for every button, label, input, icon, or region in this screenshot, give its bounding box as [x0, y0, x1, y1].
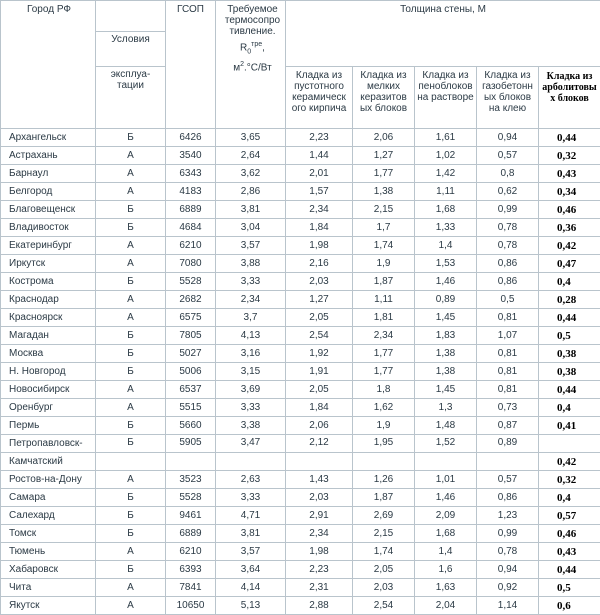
city-cell: Астрахань — [1, 147, 96, 165]
table-row — [1, 183, 600, 201]
arbolite-blocks-cell: 0,6 — [539, 597, 600, 615]
claydite-blocks-cell: 1,87 — [353, 489, 415, 507]
aerated-blocks-cell: 0,86 — [477, 489, 539, 507]
aerated-blocks-cell: 0,78 — [477, 543, 539, 561]
header-conditions: Условия — [96, 32, 166, 67]
aerated-blocks-cell: 0,87 — [477, 417, 539, 435]
city-cell: Ростов-на-Дону — [1, 471, 96, 489]
table-row — [1, 417, 600, 435]
conditions-cell: Б — [96, 525, 166, 543]
claydite-blocks-cell: 1,77 — [353, 165, 415, 183]
hollow-brick-cell: 1,84 — [286, 219, 353, 237]
aerated-blocks-cell: 0,99 — [477, 201, 539, 219]
city-cell: Якутск — [1, 597, 96, 615]
aerated-blocks-cell: 0,86 — [477, 255, 539, 273]
aerated-blocks-cell: 0,62 — [477, 183, 539, 201]
table-row — [1, 165, 600, 183]
resistance-line3: тивление. — [224, 26, 281, 37]
city-cell: Екатеринбург — [1, 237, 96, 255]
foam-blocks-cell: 1,46 — [415, 273, 477, 291]
claydite-blocks-cell: 1,11 — [353, 291, 415, 309]
aerated-blocks-cell: 0,81 — [477, 309, 539, 327]
conditions-cell: Б — [96, 327, 166, 345]
arbolite-blocks-cell: 0,47 — [539, 255, 600, 273]
table-row — [1, 507, 600, 525]
empty-cell — [216, 453, 286, 471]
conditions-cell: А — [96, 183, 166, 201]
aerated-blocks-cell: 0,57 — [477, 147, 539, 165]
city-cell: Благовещенск — [1, 201, 96, 219]
claydite-blocks-cell: 1,38 — [353, 183, 415, 201]
conditions-cell: А — [96, 381, 166, 399]
foam-blocks-cell: 1,02 — [415, 147, 477, 165]
claydite-blocks-cell: 1,77 — [353, 345, 415, 363]
arbolite-blocks-cell: 0,5 — [539, 327, 600, 345]
gsop-cell: 5528 — [166, 489, 216, 507]
aerated-blocks-cell: 0,99 — [477, 525, 539, 543]
foam-blocks-cell: 1,4 — [415, 543, 477, 561]
gsop-cell: 3540 — [166, 147, 216, 165]
hollow-brick-cell: 1,44 — [286, 147, 353, 165]
resistance-cell: 3,04 — [216, 219, 286, 237]
gsop-cell: 2682 — [166, 291, 216, 309]
header-hollow-brick: Кладка из пустотного керамическ ого кирпича — [286, 67, 353, 129]
table-row — [1, 525, 600, 543]
city-cell: Краснодар — [1, 291, 96, 309]
empty-cell — [415, 453, 477, 471]
hollow-brick-cell: 2,34 — [286, 525, 353, 543]
conditions-cell: А — [96, 471, 166, 489]
city-cell: Белгород — [1, 183, 96, 201]
foam-blocks-cell: 2,09 — [415, 507, 477, 525]
city-cell: Хабаровск — [1, 561, 96, 579]
aerated-blocks-cell: 0,73 — [477, 399, 539, 417]
foam-blocks-cell: 1,45 — [415, 309, 477, 327]
gsop-cell: 5027 — [166, 345, 216, 363]
hollow-brick-cell: 2,06 — [286, 417, 353, 435]
table-row — [1, 579, 600, 597]
conditions-cell: Б — [96, 345, 166, 363]
foam-blocks-cell: 1,33 — [415, 219, 477, 237]
city-cell: Чита — [1, 579, 96, 597]
resistance-cell: 4,14 — [216, 579, 286, 597]
resistance-symbol: $R_0^{тре}$, — [224, 37, 281, 57]
claydite-blocks-cell: 2,34 — [353, 327, 415, 345]
city-cell: Магадан — [1, 327, 96, 345]
resistance-cell: 3,33 — [216, 399, 286, 417]
claydite-blocks-cell: 2,15 — [353, 525, 415, 543]
foam-blocks-cell: 1,38 — [415, 345, 477, 363]
claydite-blocks-cell: 1,62 — [353, 399, 415, 417]
resistance-unit: $м^2.^\circ С/Вт$ — [224, 57, 281, 73]
resistance-cell: 3,88 — [216, 255, 286, 273]
aerated-blocks-cell: 0,5 — [477, 291, 539, 309]
arbolite-blocks-cell: 0,5 — [539, 579, 600, 597]
foam-blocks-cell: 1,4 — [415, 237, 477, 255]
empty-cell — [166, 453, 216, 471]
hollow-brick-cell: 2,05 — [286, 381, 353, 399]
foam-blocks-cell: 0,89 — [415, 291, 477, 309]
resistance-line1: Требуемое — [224, 4, 281, 15]
resistance-cell: 3,33 — [216, 273, 286, 291]
foam-blocks-cell: 1,48 — [415, 417, 477, 435]
empty-cell — [477, 453, 539, 471]
hollow-brick-cell: 1,27 — [286, 291, 353, 309]
resistance-cell: 3,16 — [216, 345, 286, 363]
city-cell: Красноярск — [1, 309, 96, 327]
gsop-cell: 5660 — [166, 417, 216, 435]
foam-blocks-cell: 1,38 — [415, 363, 477, 381]
foam-blocks-cell: 1,68 — [415, 201, 477, 219]
gsop-cell: 6426 — [166, 129, 216, 147]
hollow-brick-cell: 2,03 — [286, 489, 353, 507]
gsop-cell: 7841 — [166, 579, 216, 597]
aerated-blocks-cell: 0,78 — [477, 219, 539, 237]
claydite-blocks-cell: 1,87 — [353, 273, 415, 291]
arbolite-blocks-cell: 0,36 — [539, 219, 600, 237]
arbolite-blocks-cell: 0,4 — [539, 489, 600, 507]
conditions-cell: А — [96, 399, 166, 417]
hollow-brick-cell: 2,54 — [286, 327, 353, 345]
resistance-line2: термосопро — [224, 15, 281, 26]
gsop-cell: 6210 — [166, 237, 216, 255]
gsop-cell: 6210 — [166, 543, 216, 561]
table-row — [1, 273, 600, 291]
table-row — [1, 381, 600, 399]
resistance-cell: 2,64 — [216, 147, 286, 165]
resistance-cell: 3,65 — [216, 129, 286, 147]
hollow-brick-cell: 2,05 — [286, 309, 353, 327]
resistance-cell: 4,13 — [216, 327, 286, 345]
arbolite-blocks-cell: 0,42 — [539, 453, 600, 471]
city-cell: Самара — [1, 489, 96, 507]
hollow-brick-cell: 2,31 — [286, 579, 353, 597]
table-row — [1, 489, 600, 507]
arbolite-blocks-cell: 0,43 — [539, 165, 600, 183]
header-blank — [96, 1, 166, 32]
aerated-blocks-cell: 0,81 — [477, 363, 539, 381]
table-row — [1, 561, 600, 579]
header-resistance — [216, 1, 286, 129]
gsop-cell: 3523 — [166, 471, 216, 489]
hollow-brick-cell: 2,12 — [286, 435, 353, 453]
claydite-blocks-cell: 1,8 — [353, 381, 415, 399]
resistance-cell: 3,15 — [216, 363, 286, 381]
aerated-blocks-cell: 1,14 — [477, 597, 539, 615]
arbolite-blocks-cell: 0,44 — [539, 309, 600, 327]
city-cell: Тюмень — [1, 543, 96, 561]
arbolite-blocks-cell: 0,32 — [539, 147, 600, 165]
gsop-cell: 6889 — [166, 201, 216, 219]
resistance-cell: 2,34 — [216, 291, 286, 309]
claydite-blocks-cell: 1,77 — [353, 363, 415, 381]
claydite-blocks-cell: 1,74 — [353, 543, 415, 561]
conditions-cell: Б — [96, 561, 166, 579]
aerated-blocks-cell: 1,07 — [477, 327, 539, 345]
table-row — [1, 435, 600, 453]
city-cell: Н. Новгород — [1, 363, 96, 381]
hollow-brick-cell: 1,84 — [286, 399, 353, 417]
foam-blocks-cell: 1,63 — [415, 579, 477, 597]
conditions-cell: А — [96, 543, 166, 561]
city-cell: Новосибирск — [1, 381, 96, 399]
gsop-cell: 4684 — [166, 219, 216, 237]
header-gsop: ГСОП — [166, 1, 216, 129]
gsop-cell: 7080 — [166, 255, 216, 273]
arbolite-blocks-cell: 0,38 — [539, 345, 600, 363]
city-cell-continued: Камчатский — [1, 453, 96, 471]
hollow-brick-cell: 1,98 — [286, 237, 353, 255]
empty-cell — [353, 453, 415, 471]
claydite-blocks-cell: 1,95 — [353, 435, 415, 453]
hollow-brick-cell: 2,34 — [286, 201, 353, 219]
foam-blocks-cell: 1,68 — [415, 525, 477, 543]
conditions-cell: А — [96, 255, 166, 273]
conditions-cell: Б — [96, 201, 166, 219]
city-cell: Москва — [1, 345, 96, 363]
conditions-cell: Б — [96, 507, 166, 525]
header-foam-blocks: Кладка из пеноблоков на растворе — [415, 67, 477, 129]
conditions-cell: Б — [96, 129, 166, 147]
claydite-blocks-cell: 1,81 — [353, 309, 415, 327]
arbolite-blocks-cell: 0,4 — [539, 399, 600, 417]
hollow-brick-cell: 1,98 — [286, 543, 353, 561]
arbolite-blocks-cell: 0,46 — [539, 201, 600, 219]
gsop-cell: 6537 — [166, 381, 216, 399]
table-row — [1, 327, 600, 345]
gsop-cell: 6393 — [166, 561, 216, 579]
aerated-blocks-cell: 0,81 — [477, 381, 539, 399]
aerated-blocks-cell: 0,92 — [477, 579, 539, 597]
foam-blocks-cell: 1,01 — [415, 471, 477, 489]
claydite-blocks-cell: 2,54 — [353, 597, 415, 615]
aerated-blocks-cell: 0,94 — [477, 561, 539, 579]
resistance-cell: 5,13 — [216, 597, 286, 615]
hollow-brick-cell: 2,01 — [286, 165, 353, 183]
gsop-cell: 6889 — [166, 525, 216, 543]
hollow-brick-cell: 1,92 — [286, 345, 353, 363]
claydite-blocks-cell: 1,74 — [353, 237, 415, 255]
foam-blocks-cell: 1,11 — [415, 183, 477, 201]
gsop-cell: 5905 — [166, 435, 216, 453]
claydite-blocks-cell: 1,9 — [353, 417, 415, 435]
aerated-blocks-cell: 0,57 — [477, 471, 539, 489]
empty-cell — [96, 453, 166, 471]
aerated-blocks-cell: 0,81 — [477, 345, 539, 363]
hollow-brick-cell: 1,43 — [286, 471, 353, 489]
table-row — [1, 129, 600, 147]
table-row — [1, 237, 600, 255]
city-cell: Оренбург — [1, 399, 96, 417]
conditions-cell: А — [96, 291, 166, 309]
arbolite-blocks-cell: 0,42 — [539, 237, 600, 255]
gsop-cell: 5528 — [166, 273, 216, 291]
hollow-brick-cell: 2,03 — [286, 273, 353, 291]
arbolite-blocks-cell: 0,32 — [539, 471, 600, 489]
gsop-cell: 7805 — [166, 327, 216, 345]
conditions-cell: Б — [96, 219, 166, 237]
table-row-continuation — [1, 453, 600, 471]
arbolite-blocks-cell: 0,57 — [539, 507, 600, 525]
header-city: Город РФ — [1, 1, 96, 129]
foam-blocks-cell: 1,6 — [415, 561, 477, 579]
hollow-brick-cell: 1,91 — [286, 363, 353, 381]
table-row — [1, 399, 600, 417]
city-cell: Салехард — [1, 507, 96, 525]
foam-blocks-cell: 1,3 — [415, 399, 477, 417]
resistance-cell: 3,57 — [216, 237, 286, 255]
arbolite-blocks-cell: 0,34 — [539, 183, 600, 201]
hollow-brick-cell: 2,16 — [286, 255, 353, 273]
resistance-cell: 4,71 — [216, 507, 286, 525]
table-row — [1, 201, 600, 219]
foam-blocks-cell: 1,45 — [415, 381, 477, 399]
foam-blocks-cell: 1,83 — [415, 327, 477, 345]
resistance-cell: 2,86 — [216, 183, 286, 201]
gsop-cell: 6343 — [166, 165, 216, 183]
resistance-cell: 3,81 — [216, 201, 286, 219]
resistance-cell: 3,33 — [216, 489, 286, 507]
conditions-cell: Б — [96, 273, 166, 291]
city-cell: Пермь — [1, 417, 96, 435]
resistance-cell: 3,62 — [216, 165, 286, 183]
conditions-cell: Б — [96, 417, 166, 435]
arbolite-blocks-cell: 0,28 — [539, 291, 600, 309]
claydite-blocks-cell: 2,15 — [353, 201, 415, 219]
aerated-blocks-cell: 0,8 — [477, 165, 539, 183]
hollow-brick-cell: 2,23 — [286, 561, 353, 579]
conditions-cell: Б — [96, 489, 166, 507]
conditions-cell: А — [96, 147, 166, 165]
aerated-blocks-cell: 1,23 — [477, 507, 539, 525]
conditions-cell: А — [96, 237, 166, 255]
header-thickness: Толщина стены, М — [286, 1, 600, 67]
conditions-cell: Б — [96, 363, 166, 381]
claydite-blocks-cell: 1,27 — [353, 147, 415, 165]
arbolite-blocks-cell: 0,44 — [539, 129, 600, 147]
claydite-blocks-cell: 1,9 — [353, 255, 415, 273]
city-cell: Барнаул — [1, 165, 96, 183]
claydite-blocks-cell: 2,06 — [353, 129, 415, 147]
hollow-brick-cell: 2,23 — [286, 129, 353, 147]
arbolite-blocks-cell: 0,46 — [539, 525, 600, 543]
gsop-cell: 5006 — [166, 363, 216, 381]
gsop-cell: 6575 — [166, 309, 216, 327]
conditions-cell: А — [96, 579, 166, 597]
claydite-blocks-cell: 2,69 — [353, 507, 415, 525]
gsop-cell: 5515 — [166, 399, 216, 417]
city-cell: Кострома — [1, 273, 96, 291]
aerated-blocks-cell: 0,78 — [477, 237, 539, 255]
header-arbolite-blocks: Кладка из арболитовы х блоков — [539, 67, 600, 129]
resistance-cell: 3,47 — [216, 435, 286, 453]
table-row — [1, 309, 600, 327]
arbolite-blocks-cell: 0,38 — [539, 363, 600, 381]
hollow-brick-cell: 1,57 — [286, 183, 353, 201]
foam-blocks-cell: 1,53 — [415, 255, 477, 273]
table-row — [1, 471, 600, 489]
aerated-blocks-cell: 0,86 — [477, 273, 539, 291]
hollow-brick-cell: 2,91 — [286, 507, 353, 525]
foam-blocks-cell: 1,61 — [415, 129, 477, 147]
conditions-cell: А — [96, 165, 166, 183]
conditions-cell: А — [96, 309, 166, 327]
aerated-blocks-cell: 0,89 — [477, 435, 539, 453]
gsop-cell: 4183 — [166, 183, 216, 201]
table-row — [1, 363, 600, 381]
city-cell: Томск — [1, 525, 96, 543]
resistance-cell: 3,7 — [216, 309, 286, 327]
city-cell: Петропавловск- — [1, 435, 96, 453]
empty-cell — [286, 453, 353, 471]
resistance-cell: 3,57 — [216, 543, 286, 561]
arbolite-blocks-cell: 0,4 — [539, 273, 600, 291]
arbolite-blocks-cell: 0,43 — [539, 543, 600, 561]
arbolite-blocks-cell: 0,44 — [539, 381, 600, 399]
table-row — [1, 219, 600, 237]
foam-blocks-cell: 1,42 — [415, 165, 477, 183]
city-cell: Владивосток — [1, 219, 96, 237]
arbolite-blocks-cell: 0,44 — [539, 561, 600, 579]
conditions-cell: Б — [96, 435, 166, 453]
claydite-blocks-cell: 2,05 — [353, 561, 415, 579]
claydite-blocks-cell: 1,7 — [353, 219, 415, 237]
claydite-blocks-cell: 1,26 — [353, 471, 415, 489]
table-row — [1, 147, 600, 165]
resistance-cell: 3,69 — [216, 381, 286, 399]
aerated-blocks-cell: 0,94 — [477, 129, 539, 147]
resistance-cell: 3,81 — [216, 525, 286, 543]
conditions-cell: А — [96, 597, 166, 615]
arbolite-blocks-cell: 0,41 — [539, 417, 600, 435]
header-aerated-blocks: Кладка из газобетонн ых блоков на клею — [477, 67, 539, 129]
city-cell: Архангельск — [1, 129, 96, 147]
gsop-cell: 9461 — [166, 507, 216, 525]
table-row — [1, 291, 600, 309]
header-claydite-blocks: Кладка из мелких керазитов ых блоков — [353, 67, 415, 129]
foam-blocks-cell: 1,46 — [415, 489, 477, 507]
resistance-cell: 2,63 — [216, 471, 286, 489]
table-row — [1, 345, 600, 363]
foam-blocks-cell: 1,52 — [415, 435, 477, 453]
resistance-cell: 3,38 — [216, 417, 286, 435]
table-row — [1, 597, 600, 615]
foam-blocks-cell: 2,04 — [415, 597, 477, 615]
city-cell: Иркутск — [1, 255, 96, 273]
resistance-cell: 3,64 — [216, 561, 286, 579]
hollow-brick-cell: 2,88 — [286, 597, 353, 615]
table-row — [1, 255, 600, 273]
gsop-cell: 10650 — [166, 597, 216, 615]
claydite-blocks-cell: 2,03 — [353, 579, 415, 597]
header-exploitation: эксплуа-тации — [96, 67, 166, 129]
